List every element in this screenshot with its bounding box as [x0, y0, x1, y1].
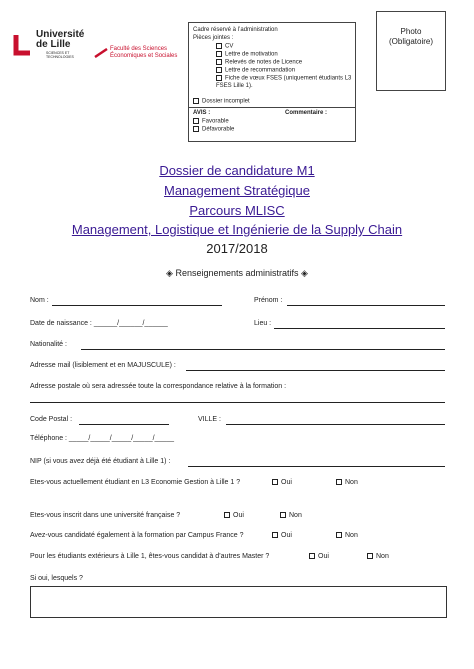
question-text: Pour les étudiants extérieurs à Lille 1, êtes-vous candidat à d’autres Master ?	[30, 553, 270, 560]
piece-recommandation[interactable]: Lettre de recommandation	[216, 67, 354, 75]
dossier-incomplet[interactable]: Dossier incomplet	[193, 98, 250, 106]
admin-box	[188, 22, 356, 142]
photo-box	[376, 11, 446, 91]
checkbox-icon	[367, 553, 373, 559]
nip-label: NIP (si vous avez déjà été étudiant à Lille 1) :	[30, 458, 171, 465]
si-oui-textarea[interactable]	[30, 586, 447, 618]
checkbox-icon	[216, 75, 222, 81]
ulille-line2: de Lille	[36, 39, 71, 50]
lieu-label: Lieu :	[254, 320, 272, 327]
piece-lettre-motivation[interactable]: Lettre de motivation	[216, 51, 354, 59]
pieces-label: Pièces jointes :	[193, 35, 234, 41]
question-text: Avez-vous candidaté également à la formation par Campus France ?	[30, 532, 244, 539]
checkbox-icon	[272, 532, 278, 538]
faculty-line1: Faculté des Sciences	[110, 46, 168, 52]
avis-defavorable[interactable]: Défavorable	[193, 126, 234, 134]
nip-input-line[interactable]	[188, 466, 445, 467]
email-label: Adresse mail (lisiblement et en MAJUSCULE) :	[30, 362, 176, 369]
ville-input-line[interactable]	[226, 424, 445, 425]
email-input-line[interactable]	[186, 370, 445, 371]
postal-input-line[interactable]	[30, 402, 445, 403]
si-oui-label: Si oui, lesquels ?	[30, 575, 83, 582]
checkbox-icon	[193, 98, 199, 104]
checkbox-icon	[193, 118, 199, 124]
academic-year: 2017/2018	[206, 241, 268, 256]
piece-fiche-voeux[interactable]: Fiche de vœux FSES (uniquement étudiants L3 FSES Lille 1).	[216, 75, 352, 89]
prenom-input-line[interactable]	[287, 305, 445, 306]
nationalite-input-line[interactable]	[81, 349, 445, 350]
question-autres-master	[30, 553, 269, 560]
ville-label: VILLE :	[198, 416, 221, 423]
code-postal-input-line[interactable]	[79, 424, 169, 425]
faculty-logo	[94, 46, 184, 62]
nom-input-line[interactable]	[52, 305, 222, 306]
avis-favorable[interactable]: Favorable	[193, 118, 229, 126]
telephone-field[interactable]: Téléphone : _____/_____/_____/_____/_____	[30, 435, 175, 442]
answer-non[interactable]: Non	[336, 532, 358, 539]
admin-header: Cadre réservé à l’administration	[193, 27, 278, 33]
question-text: Etes-vous actuellement étudiant en L3 Economie Gestion à Lille 1 ?	[30, 479, 241, 486]
ulille-line3: SCIENCES ET TECHNOLOGIES	[46, 51, 74, 59]
checkbox-icon	[216, 59, 222, 65]
piece-cv[interactable]: CV	[216, 43, 354, 51]
question-text: Etes-vous inscrit dans une université française ?	[30, 512, 181, 519]
checkbox-icon	[309, 553, 315, 559]
answer-non[interactable]: Non	[336, 479, 358, 486]
checkbox-icon	[224, 512, 230, 518]
title-management: Management Stratégique	[164, 183, 310, 198]
answer-non[interactable]: Non	[367, 553, 389, 560]
checkbox-icon	[280, 512, 286, 518]
title-dossier: Dossier de candidature M1	[159, 163, 315, 178]
code-postal-label: Code Postal :	[30, 416, 73, 423]
checkbox-icon	[336, 532, 342, 538]
pieces-list	[216, 43, 354, 90]
lieu-input-line[interactable]	[274, 328, 445, 329]
title-parcours: Parcours MLISC	[189, 203, 285, 218]
question-l3-lille1	[30, 479, 240, 486]
photo-label: Photo	[400, 27, 422, 36]
question-campus-france	[30, 532, 244, 539]
ulille-logo-mark	[12, 33, 34, 59]
answer-oui[interactable]: Oui	[224, 512, 244, 519]
naissance-field[interactable]: Date de naissance : ______/______/______	[30, 320, 168, 327]
question-universite-francaise	[30, 512, 180, 519]
answer-oui[interactable]: Oui	[272, 532, 292, 539]
checkbox-icon	[193, 126, 199, 132]
prenom-label: Prénom :	[254, 297, 283, 304]
piece-releves[interactable]: Relevés de notes de Licence	[216, 59, 354, 67]
answer-oui[interactable]: Oui	[272, 479, 292, 486]
ulille-logo	[12, 30, 92, 64]
nom-label: Nom :	[30, 297, 49, 304]
photo-required: (Obligatoire)	[388, 37, 433, 46]
checkbox-icon	[216, 67, 222, 73]
commentaire-label: Commentaire :	[285, 110, 328, 116]
nationalite-label: Nationalité :	[30, 341, 67, 348]
ulille-line1: Université	[36, 29, 85, 40]
checkbox-icon	[216, 43, 222, 49]
checkbox-icon	[336, 479, 342, 485]
section-heading: ◈ Renseignements administratifs ◈	[166, 268, 308, 278]
avis-label: AVIS :	[193, 110, 211, 116]
checkbox-icon	[216, 51, 222, 57]
answer-non[interactable]: Non	[280, 512, 302, 519]
answer-oui[interactable]: Oui	[309, 553, 329, 560]
admin-divider	[189, 107, 355, 108]
faculty-line2: Économiques et Sociales	[110, 52, 178, 59]
postal-label: Adresse postale où sera adressée toute la correspondance relative à la formation :	[30, 383, 287, 390]
faculty-logo-mark	[94, 48, 108, 58]
checkbox-icon	[272, 479, 278, 485]
title-supply-chain: Management, Logistique et Ingénierie de la Supply Chain	[71, 222, 403, 237]
